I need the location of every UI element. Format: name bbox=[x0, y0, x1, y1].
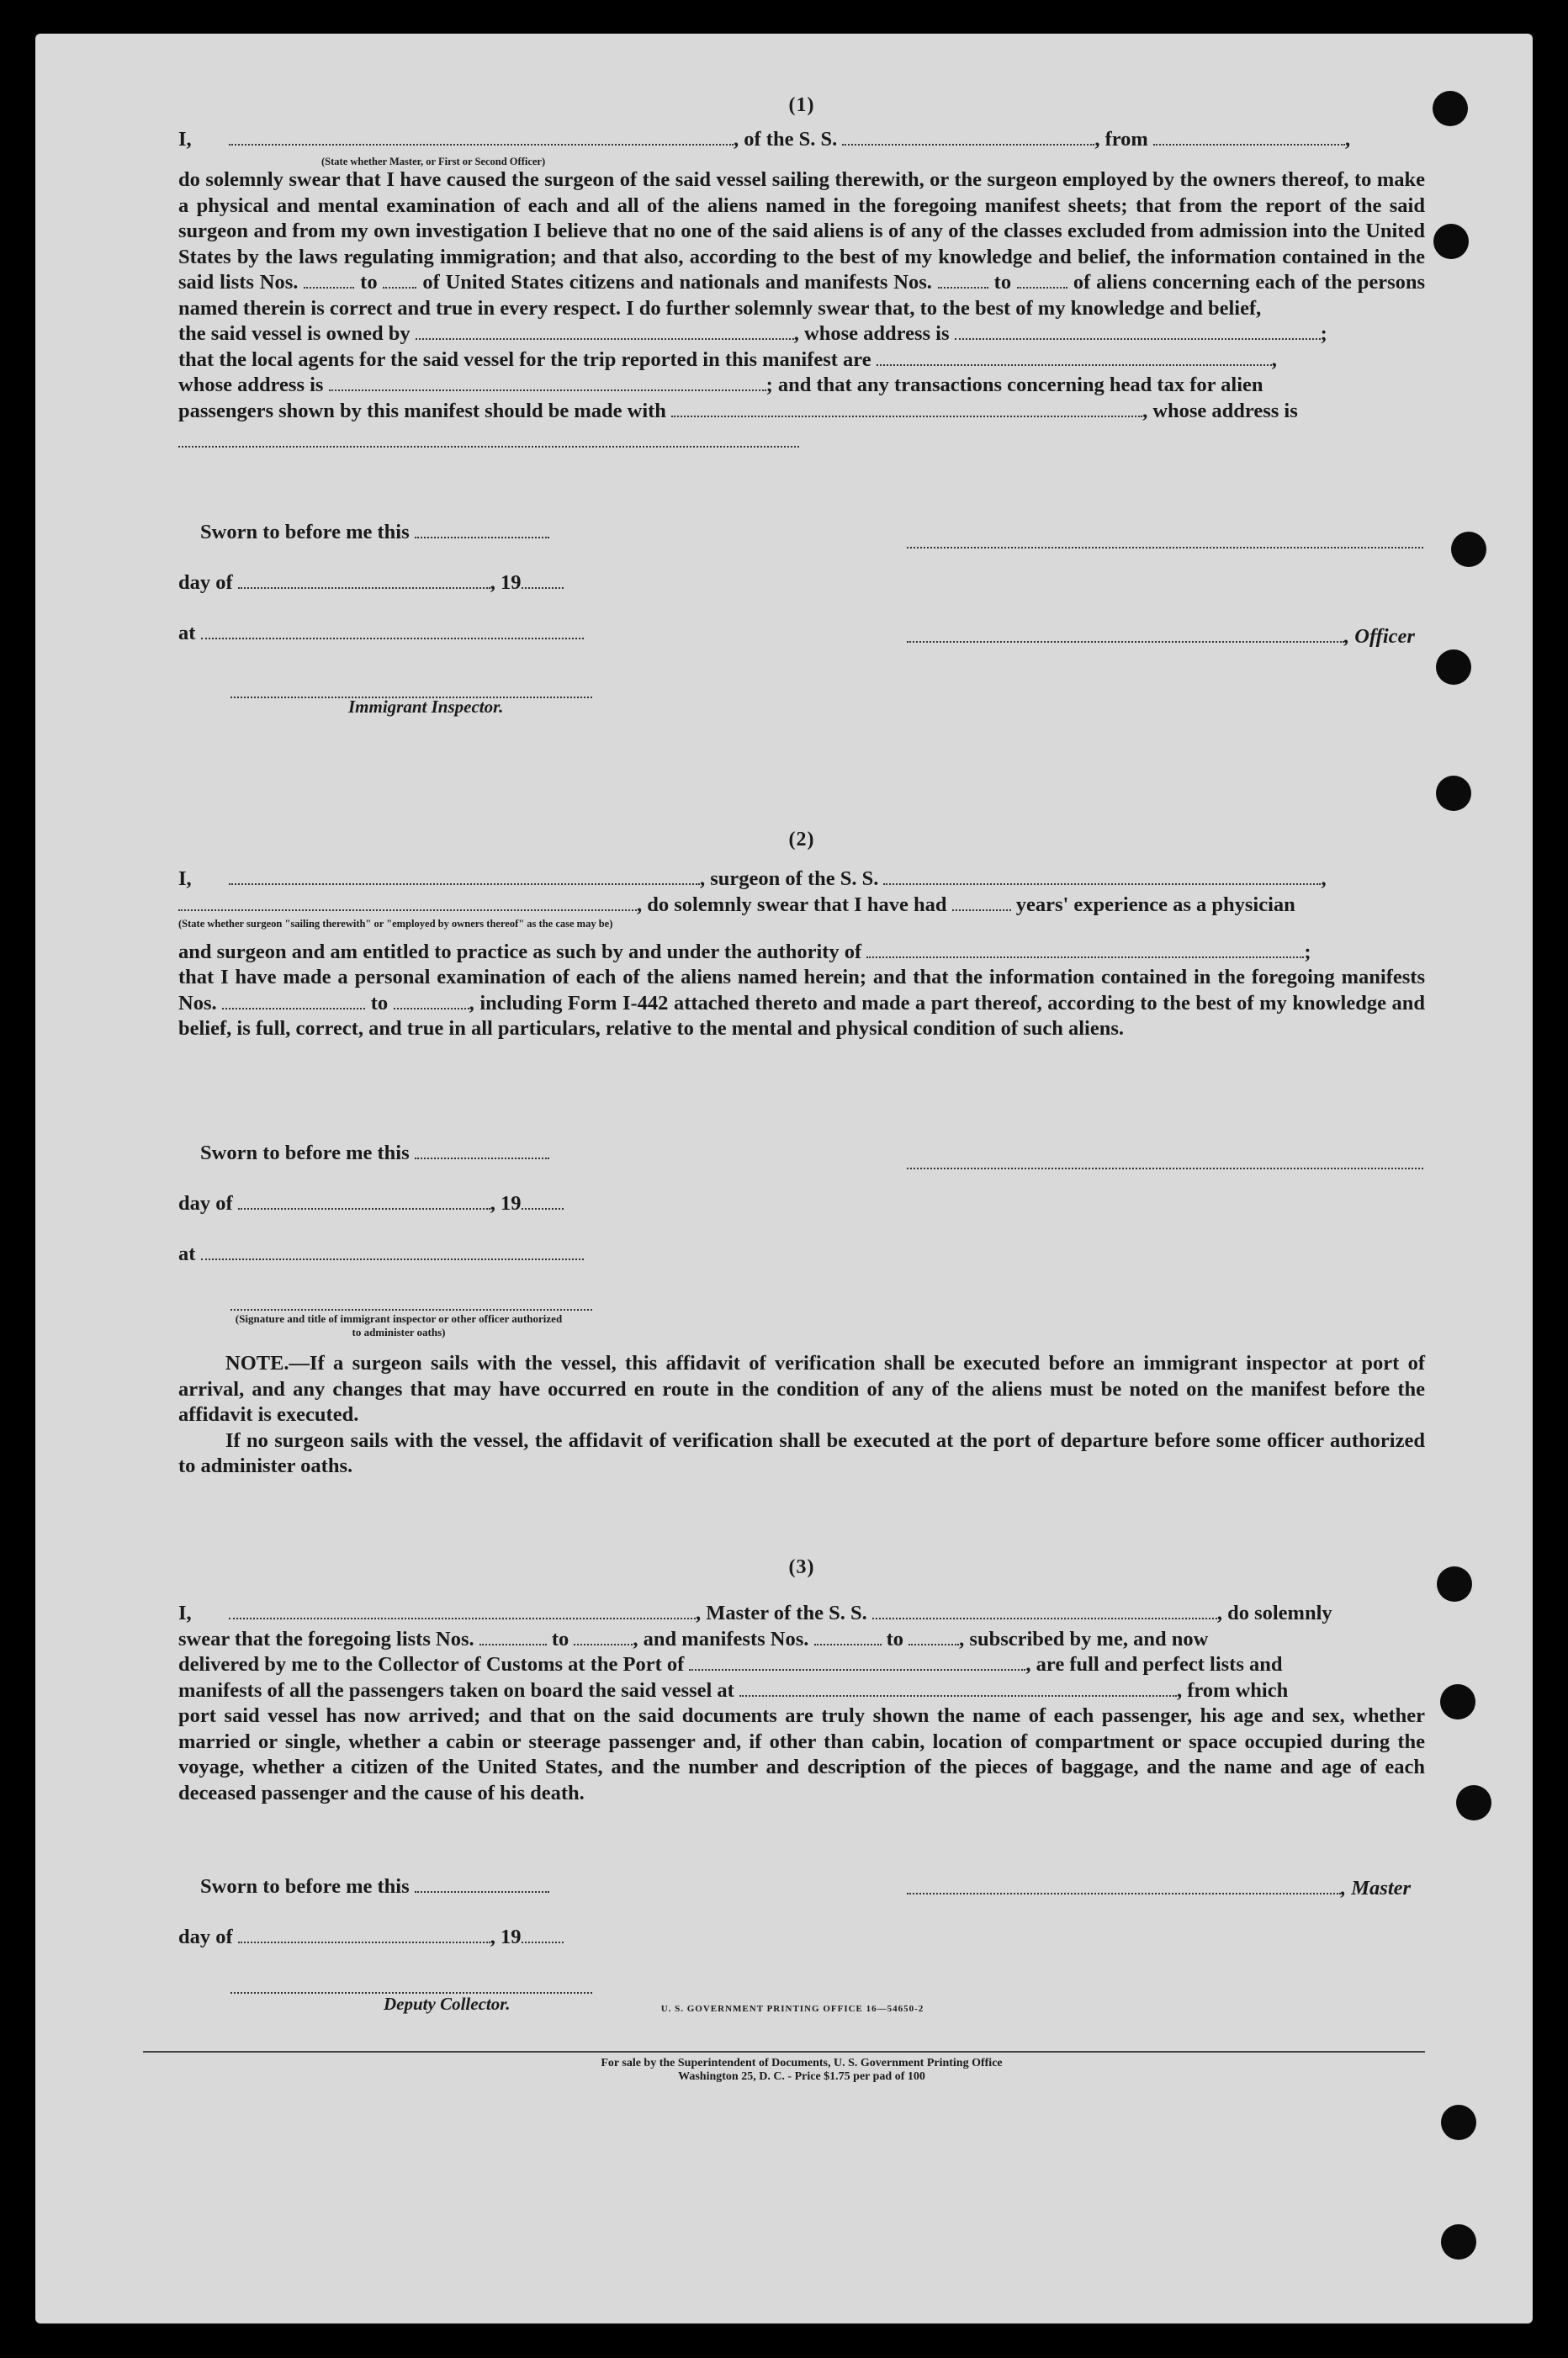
s2-to: to bbox=[370, 991, 389, 1015]
s1-agents-label: that the local agents for the said vessel for the trip reported in this manifest are bbox=[178, 347, 871, 371]
s3-to-2: to bbox=[886, 1627, 904, 1651]
s3-lists-from-field[interactable] bbox=[479, 1627, 547, 1645]
s3-lists-to-field[interactable] bbox=[574, 1627, 633, 1645]
agents-address-field[interactable] bbox=[329, 373, 766, 391]
s3-fromwhich: , from which bbox=[1176, 1678, 1289, 1702]
s1-body2b: of aliens concerning each of the persons named therein is correct and true in every respect. I do further solemnly swear that, to the best of my knowledge and belief, bbox=[178, 271, 1426, 320]
s2-year-field[interactable] bbox=[522, 1191, 564, 1210]
s3-dayof-label: day of bbox=[178, 1926, 233, 1948]
s2-signature-title: (Signature and title of immigrant inspector or other officer authorized to administer oaths) bbox=[235, 1312, 563, 1338]
section-1 bbox=[178, 94, 1425, 452]
s1-year-label: , 19 bbox=[490, 571, 522, 594]
s3-to-1: to bbox=[551, 1627, 569, 1651]
s1-whose-address-2: whose address is bbox=[178, 374, 324, 396]
s2-place-field[interactable] bbox=[201, 1242, 584, 1260]
s2-comma: , bbox=[1321, 867, 1327, 890]
manifests-to-field[interactable] bbox=[1017, 270, 1067, 289]
s1-month-field[interactable] bbox=[238, 570, 490, 589]
s1-to-1: to bbox=[360, 271, 378, 294]
surgeon-status-field[interactable] bbox=[178, 893, 637, 911]
s3-sworn-line bbox=[200, 1874, 549, 1899]
master-signature-field[interactable] bbox=[907, 1876, 1341, 1894]
s2-at-line bbox=[178, 1242, 584, 1266]
punch-hole bbox=[1441, 2224, 1476, 2260]
s1-owner-line bbox=[178, 321, 1425, 347]
s3-line1 bbox=[178, 1601, 1425, 1627]
headtax-address-field[interactable] bbox=[178, 429, 799, 448]
s2-ship-field[interactable] bbox=[883, 866, 1321, 885]
s1-sworn-label: Sworn to before me this bbox=[200, 521, 410, 543]
master-label: , Master bbox=[1341, 1877, 1412, 1900]
master-name-field[interactable] bbox=[229, 1601, 696, 1619]
section-2 bbox=[178, 829, 1425, 1042]
s1-headtax-line bbox=[178, 373, 1425, 399]
s2-years-text: years' experience as a physician bbox=[1015, 893, 1295, 916]
s1-place-field[interactable] bbox=[201, 621, 584, 639]
s2-sworn-line bbox=[200, 1141, 549, 1165]
s3-sworn-label: Sworn to before me this bbox=[200, 1875, 410, 1898]
surgeon-signature-field[interactable] bbox=[907, 1151, 1423, 1169]
punch-hole bbox=[1436, 649, 1471, 685]
section-2-heading: (2) bbox=[788, 829, 815, 850]
s3-sworn-date-field[interactable] bbox=[415, 1874, 549, 1893]
punch-hole bbox=[1433, 224, 1469, 259]
s2-manifests-from-field[interactable] bbox=[222, 991, 365, 1009]
s3-month-field[interactable] bbox=[238, 1925, 490, 1943]
officer-title-field[interactable] bbox=[229, 127, 734, 146]
s3-manifests-text: , and manifests Nos. bbox=[633, 1627, 809, 1651]
years-field[interactable] bbox=[952, 893, 1011, 911]
s1-i-label: I, bbox=[178, 128, 192, 151]
s3-master-label: , Master of the S. S. bbox=[696, 1602, 867, 1624]
s3-lists-text: swear that the foregoing lists Nos. bbox=[178, 1627, 474, 1651]
s1-oath-body bbox=[178, 167, 1425, 321]
s1-ss-label: , of the S. S. bbox=[734, 128, 838, 151]
s3-line2 bbox=[178, 1627, 1425, 1653]
s1-whose-address-3: , whose address is bbox=[1142, 399, 1298, 422]
s2-swear-text: , do solemnly swear that I have had bbox=[637, 893, 947, 916]
s3-year-field[interactable] bbox=[522, 1925, 564, 1943]
s2-dayof-label: day of bbox=[178, 1192, 233, 1215]
s3-line4 bbox=[178, 1678, 1425, 1704]
s1-body-text: do solemnly swear that I have caused the surgeon of the said vessel sailing therewith, or the surgeon employed by the owners thereof, to make a physical and mental examination of each and all of the aliens named in the foregoing manifest sheets; that from the report of the said surgeon and from my own investigation I believe that no one of the said aliens is of any of the classes excluded from admission into the United States by the laws regulating immigration; and that also, according to the best of my knowledge and belief, the information contained in the said lists Nos. bbox=[178, 168, 1425, 294]
section-3-heading: (3) bbox=[788, 1556, 815, 1578]
owner-address-field[interactable] bbox=[955, 321, 1321, 340]
surgeon-name-field[interactable] bbox=[229, 866, 700, 885]
s2-inspector-signature-field[interactable] bbox=[230, 1292, 592, 1311]
s2-note-1: NOTE.—If a surgeon sails with the vessel, this affidavit of verification shall be executed before an immigrant inspector at port of arrival, and any changes that may have occurred en route in the condition of any of the aliens must be noted on the manifest before the affidavit is executed. bbox=[178, 1352, 1425, 1426]
s3-year-label: , 19 bbox=[490, 1926, 522, 1948]
s2-notes bbox=[178, 1351, 1425, 1480]
s1-semicolon: ; bbox=[1320, 322, 1327, 345]
s3-solemnly: , do solemnly bbox=[1216, 1602, 1332, 1624]
port-field[interactable] bbox=[689, 1652, 1025, 1671]
s1-agents-line bbox=[178, 347, 1425, 374]
sale-text-2: Washington 25, D. C. - Price $1.75 per pad of 100 bbox=[678, 2070, 925, 2083]
s2-day-line bbox=[178, 1191, 564, 1216]
s2-at-label: at bbox=[178, 1243, 196, 1265]
s1-year-field[interactable] bbox=[522, 570, 564, 589]
s1-officer-line bbox=[907, 624, 1415, 649]
gpo-imprint: U. S. GOVERNMENT PRINTING OFFICE 16—54650-2 bbox=[660, 2004, 924, 2014]
s1-sworn-date-field[interactable] bbox=[415, 520, 549, 538]
s1-at-label: at bbox=[178, 622, 196, 644]
s3-day-line bbox=[178, 1925, 564, 1949]
s1-inspector-title: Immigrant Inspector. bbox=[348, 697, 504, 717]
agents-field[interactable] bbox=[877, 347, 1272, 366]
s2-body-text: that I have made a personal examination of each of the aliens named herein; and that the information contained in the foregoing manifests Nos. bbox=[178, 966, 1425, 1015]
punch-hole bbox=[1441, 2105, 1476, 2140]
authority-field[interactable] bbox=[866, 940, 1304, 958]
s1-comma-2: , bbox=[1271, 347, 1277, 371]
s1-passengers-line bbox=[178, 399, 1425, 425]
s3-manifests-all-text: manifests of all the passengers taken on board the said vessel at bbox=[178, 1678, 734, 1702]
s2-authority-text: and surgeon and am entitled to practice as such by and under the authority of bbox=[178, 940, 862, 963]
s3-manifests-from-field[interactable] bbox=[814, 1627, 882, 1645]
s1-from-label: , from bbox=[1094, 128, 1148, 151]
headtax-agent-field[interactable] bbox=[671, 399, 1142, 417]
manifests-from-field[interactable] bbox=[938, 270, 988, 289]
s1-comma: , bbox=[1344, 128, 1351, 151]
lists-to-field[interactable] bbox=[383, 270, 416, 289]
officer-signature-field[interactable] bbox=[907, 624, 1344, 643]
s1-inspector-signature-field[interactable] bbox=[230, 680, 592, 698]
punch-hole bbox=[1451, 532, 1486, 567]
collector-title: Deputy Collector. bbox=[384, 1994, 511, 2014]
s2-note-2: If no surgeon sails with the vessel, the affidavit of verification shall be executed at the port of departure before some officer authorized to administer oaths. bbox=[178, 1428, 1425, 1477]
s2-surgeon-note: (State whether surgeon "sailing therewith" or "employed by owners thereof" as the case may be) bbox=[178, 917, 613, 930]
s3-ship-field[interactable] bbox=[872, 1601, 1217, 1619]
section-1-heading: (1) bbox=[788, 94, 815, 116]
s2-line2 bbox=[178, 893, 1425, 940]
s1-transactions-text: ; and that any transactions concerning head tax for alien bbox=[765, 374, 1263, 396]
lists-from-field[interactable] bbox=[304, 270, 354, 289]
s1-dayof-label: day of bbox=[178, 571, 233, 594]
s1-first-line bbox=[178, 127, 1425, 178]
s1-officer-sig-top[interactable] bbox=[907, 530, 1423, 548]
sale-text-1: For sale by the Superintendent of Documents, U. S. Government Printing Office bbox=[601, 2057, 1003, 2069]
s1-sworn-line bbox=[200, 520, 549, 544]
punch-hole bbox=[1433, 91, 1468, 126]
form-page bbox=[35, 34, 1533, 2324]
punch-hole bbox=[1437, 1566, 1472, 1602]
s1-officer-sig-line bbox=[907, 530, 1423, 554]
s2-sworn-date-field[interactable] bbox=[415, 1141, 549, 1159]
s2-line1 bbox=[178, 866, 1425, 893]
s2-month-field[interactable] bbox=[238, 1191, 490, 1210]
s3-line3 bbox=[178, 1652, 1425, 1678]
s3-master-sig-line bbox=[907, 1876, 1411, 1900]
s1-owned-label: the said vessel is owned by bbox=[178, 322, 411, 345]
punch-hole bbox=[1440, 1684, 1475, 1719]
s2-body-text-2: , including Form I-442 attached thereto and made a part thereof, according to the best of my knowledge and belief, is full, correct, and true in all particulars, relative to the mental and physical condition of such aliens. bbox=[178, 991, 1425, 1040]
officer-label: , Officer bbox=[1344, 625, 1415, 648]
ship-name-field[interactable] bbox=[842, 127, 1094, 146]
owner-field[interactable] bbox=[416, 321, 794, 340]
section-3 bbox=[178, 1556, 1425, 1806]
punch-hole bbox=[1436, 776, 1471, 811]
s3-manifests-to-field[interactable] bbox=[908, 1627, 959, 1645]
embark-port-field[interactable] bbox=[739, 1678, 1177, 1697]
s1-at-line bbox=[178, 621, 584, 645]
footer-rule bbox=[143, 2051, 1425, 2053]
s1-passengers-label: passengers shown by this manifest should be made with bbox=[178, 399, 666, 422]
s2-authority-line bbox=[178, 940, 1425, 966]
footer bbox=[178, 2057, 1425, 2084]
s3-delivered-text: delivered by me to the Collector of Customs at the Port of bbox=[178, 1653, 685, 1676]
s1-whose-address-label: , whose address is bbox=[793, 322, 950, 345]
s1-to-2: to bbox=[993, 271, 1012, 294]
s1-officer-note: (State whether Master, or First or Second Officer) bbox=[321, 156, 546, 167]
s2-semicolon: ; bbox=[1304, 940, 1311, 963]
s1-body2a: of United States citizens and nationals and manifests Nos. bbox=[422, 271, 932, 294]
s2-sworn-label: Sworn to before me this bbox=[200, 1142, 410, 1164]
s1-day-line bbox=[178, 570, 564, 595]
from-port-field[interactable] bbox=[1153, 127, 1345, 146]
s2-year-label: , 19 bbox=[490, 1192, 522, 1215]
s2-surgeon-label: , surgeon of the S. S. bbox=[700, 867, 879, 890]
collector-signature-field[interactable] bbox=[230, 1975, 592, 1994]
s3-body: port said vessel has now arrived; and that on the said documents are truly shown the name of each passenger, his age and sex, whether married or single, whether a cabin or steerage passenger and, if other than cabin, location of compartment or space occupied during the voyage, whether a citizen of the United States, and the number and description of the pieces of baggage, and the name and age of each deceased passenger and the cause of his death. bbox=[178, 1704, 1425, 1804]
s3-i-label: I, bbox=[178, 1602, 192, 1624]
s3-subscribed-text: , subscribed by me, and now bbox=[959, 1627, 1209, 1651]
punch-hole bbox=[1456, 1785, 1491, 1820]
s3-full-text: , are full and perfect lists and bbox=[1025, 1653, 1283, 1676]
s2-manifests-to-field[interactable] bbox=[394, 991, 469, 1009]
s2-i-label: I, bbox=[178, 867, 192, 890]
s2-surgeon-sig-line bbox=[907, 1151, 1423, 1175]
s2-body bbox=[178, 965, 1425, 1042]
